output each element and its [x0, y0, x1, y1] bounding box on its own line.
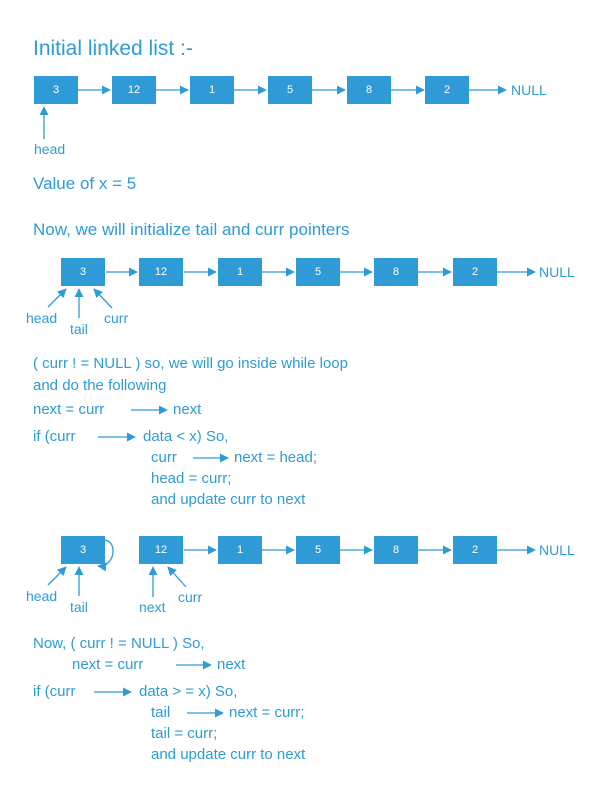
step2-next-left: next = curr — [72, 656, 144, 673]
step1-body1-left: curr — [151, 449, 177, 466]
list-node: 12 — [139, 258, 183, 286]
list-node: 1 — [218, 258, 262, 286]
pointer-label-head: head — [26, 310, 58, 326]
head-pointer-arrow — [48, 567, 66, 585]
pointer-label-next: next — [139, 599, 166, 615]
step2-next-right: next — [217, 656, 246, 673]
list-node: 12 — [112, 76, 156, 104]
list-node: 2 — [453, 536, 497, 564]
pointer-label-tail: tail — [70, 599, 88, 615]
list-node: 2 — [453, 258, 497, 286]
list-node: 1 — [190, 76, 234, 104]
step1-condition-line2: and do the following — [33, 377, 167, 394]
heading-x-value: Value of x = 5 — [33, 174, 137, 193]
step1-if-right: data < x) So, — [143, 428, 229, 445]
pointer-label-curr: curr — [104, 310, 129, 326]
step1-body2: head = curr; — [151, 470, 232, 487]
pointer-label-head: head — [26, 588, 58, 604]
step2-if-right: data > = x) So, — [139, 683, 238, 700]
list-node: 8 — [374, 258, 418, 286]
list-node: 12 — [139, 536, 183, 564]
heading-init-pointers: Now, we will initialize tail and curr pointers — [33, 220, 350, 239]
step2-body2: tail = curr; — [151, 725, 218, 742]
list-node: 3 — [61, 536, 105, 564]
null-label: NULL — [539, 542, 575, 558]
curr-pointer-arrow — [168, 567, 186, 587]
pointer-label-head: head — [34, 141, 66, 157]
step1-next-left: next = curr — [33, 401, 105, 418]
null-label: NULL — [511, 82, 547, 98]
list-node: 5 — [296, 536, 340, 564]
step2-condition-line: Now, ( curr ! = NULL ) So, — [33, 635, 205, 652]
step1-condition-line1: ( curr ! = NULL ) so, we will go inside while loop — [33, 355, 348, 372]
list-node: 3 — [61, 258, 105, 286]
step2-body3: and update curr to next — [151, 746, 306, 763]
list-node: 3 — [34, 76, 78, 104]
pointer-label-curr: curr — [178, 589, 203, 605]
step1-if-left: if (curr — [33, 428, 76, 445]
list-node: 8 — [374, 536, 418, 564]
pointer-label-tail: tail — [70, 321, 88, 337]
step1-body1-right: next = head; — [234, 449, 317, 466]
head-pointer-arrow — [48, 289, 66, 307]
list-node: 8 — [347, 76, 391, 104]
step1-next-right: next — [173, 401, 202, 418]
list-node: 5 — [296, 258, 340, 286]
step2-body1-left: tail — [151, 704, 171, 721]
list-node: 5 — [268, 76, 312, 104]
list-node: 1 — [218, 536, 262, 564]
list-node: 2 — [425, 76, 469, 104]
heading-initial: Initial linked list :- — [33, 37, 193, 60]
curr-pointer-arrow — [94, 289, 112, 308]
step2-body1-right: next = curr; — [229, 704, 305, 721]
null-label: NULL — [539, 264, 575, 280]
step2-if-left: if (curr — [33, 683, 76, 700]
step1-body3: and update curr to next — [151, 491, 306, 508]
